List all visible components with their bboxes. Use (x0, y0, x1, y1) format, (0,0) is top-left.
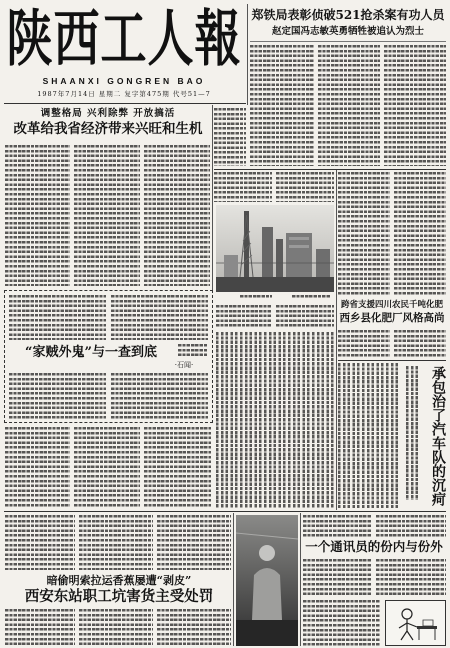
railway-subhead: 赵定国冯志敏英勇牺牲被追认为烈士 (271, 26, 424, 37)
industrial-plant-photo (216, 205, 334, 292)
fertilizer-headline: 西乡县化肥厂风格高尚 (339, 312, 445, 324)
contract-headline: 承包治了汽车队的沉疴 (430, 366, 446, 506)
contract-subtitle (406, 366, 420, 500)
reform-article-body (214, 108, 246, 166)
banana-article-body (157, 515, 231, 570)
commentary-byline: ·石闻· (174, 361, 194, 369)
column-rule (247, 4, 248, 105)
photo-caption (292, 295, 330, 300)
correspondent-article-body (303, 559, 372, 596)
fertilizer-kicker: 跨省支援四川农民千吨化肥 (340, 300, 443, 310)
correspondent-article-body (303, 600, 380, 646)
correspondent-article-body (376, 559, 446, 596)
reform-article-body (74, 145, 140, 286)
railway-headline: 郑铁局表彰侦破521抢杀案有功人员 (251, 8, 445, 22)
reform-headline: 改革给我省经济带来兴旺和生机 (13, 121, 203, 137)
portrait-photo (236, 515, 298, 646)
photo-story-body (276, 172, 334, 202)
section-rule (214, 169, 446, 170)
banana-article-body (79, 515, 153, 570)
commentary-body (9, 373, 106, 419)
contract-article-body (376, 515, 446, 537)
photo-story-body (214, 172, 272, 202)
column-rule (300, 513, 301, 646)
railway-article-body (338, 172, 390, 297)
fertilizer-article-body (338, 330, 390, 358)
masthead-dateline: 1987年7月14日 星期二 复字第475期 代号51—7 (37, 90, 211, 98)
railway-article-body (384, 45, 446, 166)
reform-article-body (5, 145, 70, 286)
railway-article-body (250, 45, 314, 166)
contract-article-body (216, 332, 334, 508)
article-body (144, 427, 211, 508)
commentary-body (111, 373, 208, 419)
contract-article-body (303, 515, 372, 537)
photo-caption (240, 295, 272, 300)
banana-article-body (5, 609, 75, 646)
banana-article-body (5, 515, 75, 570)
commentary-body (111, 295, 208, 340)
masthead-title: 陕西工人報 (6, 2, 242, 74)
photo-story-body (276, 305, 334, 328)
column-rule (233, 513, 234, 646)
railway-article-body (318, 45, 380, 166)
photo-story-body (216, 305, 272, 328)
headline-rule (250, 41, 446, 42)
commentary-body (9, 295, 106, 340)
column-rule (336, 170, 337, 510)
contract-article-body (338, 363, 398, 508)
commentary-body (178, 344, 208, 358)
fertilizer-article-body (394, 330, 446, 358)
reform-kicker: 调整格局 兴利除弊 开放搞活 (40, 108, 176, 119)
reform-article-body (144, 145, 210, 286)
section-rule (338, 360, 446, 361)
railway-article-body (394, 172, 446, 297)
section-rule (4, 511, 446, 512)
correspondent-headline: 一个通讯员的份内与份外 (305, 539, 443, 554)
banana-article-body (157, 609, 231, 646)
banana-article-body (79, 609, 153, 646)
column-rule (212, 105, 213, 290)
article-body (74, 427, 140, 508)
commentary-headline: “家贼外鬼”与一查到底 (25, 345, 157, 360)
article-body (5, 427, 70, 508)
masthead-pinyin: SHAANXI GONGREN BAO (42, 76, 206, 86)
banana-headline: 西安东站职工坑害货主受处罚 (24, 588, 214, 605)
banana-kicker: 暗偷明索拉运香蕉屡遭“剥皮” (46, 574, 192, 587)
cartoon-illustration (385, 600, 446, 646)
masthead-rule (4, 103, 246, 104)
